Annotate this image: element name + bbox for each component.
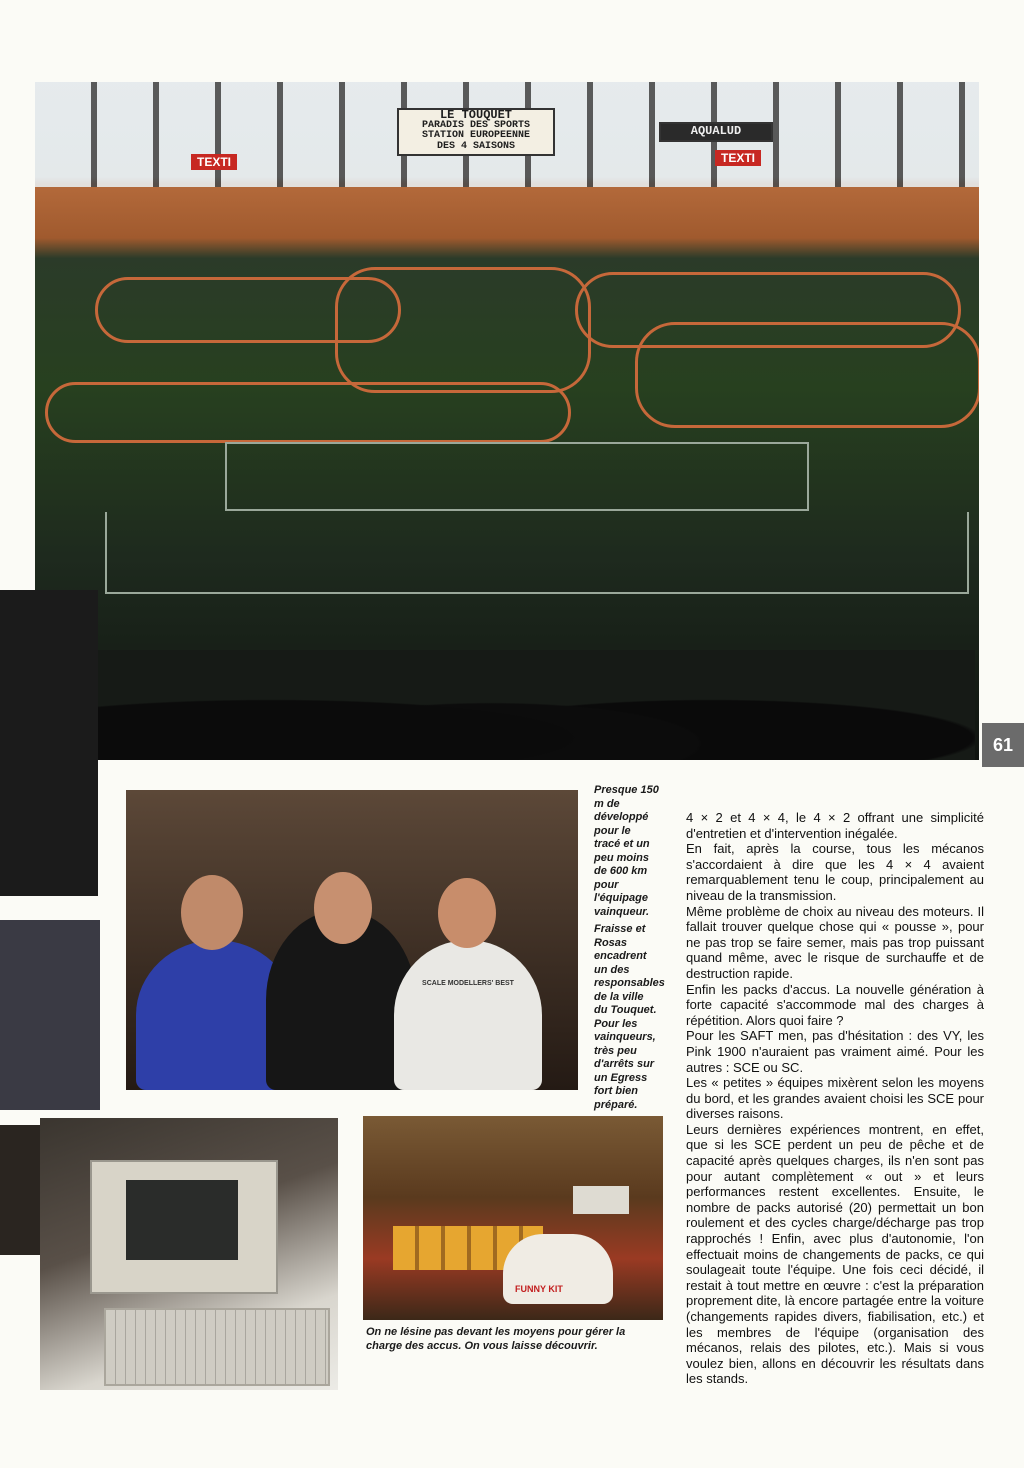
- caption-part-1: Presque 150 m de développé pour le tracé et un peu moins de 600 km pour l'équipage vainqueur.: [594, 784, 659, 918]
- charger-box: [573, 1186, 629, 1214]
- caption-part-2: Fraisse et Rosas encadrent un des responsables de la ville du Touquet. Pour les vainqueurs, très peu d'arrêts sur un Egress fort bien préparé.: [594, 923, 665, 1111]
- spectators-silhouette: [95, 650, 975, 760]
- track-curve: [45, 382, 571, 443]
- article-paragraph: Pour les SAFT men, pas d'hésitation : des VY, les Pink 1900 n'auraient pas vraiment aimé. Pour les autres : SCE ou SC.: [686, 1028, 984, 1075]
- texti-sign-left: TEXTI: [191, 154, 237, 170]
- charger-photo: [363, 1116, 663, 1320]
- computer-photo: [40, 1118, 338, 1390]
- shirt-print: SCALE MODELLERS' BEST: [422, 980, 514, 987]
- track-curve: [635, 322, 979, 428]
- track-curve: [335, 267, 591, 393]
- left-photo-strip: [0, 920, 100, 1110]
- face-center: [314, 872, 372, 944]
- texti-sign-right: TEXTI: [715, 150, 761, 166]
- person-right: [394, 940, 542, 1090]
- article-paragraph: Leurs dernières expériences montrent, en effet, que si les SCE perdent un peu de pêche et de capacité après quelques charges, ils n'en sont pas pour autant complètement « out » et leurs performances restent excellentes. Ensuite, le nombre de packs autorisé (20) permettait un bon roulement et des cycles charge/décharge pas trop rapprochés ! Enfin, avec plus d'autonomie, l'on effectuait moins de changements de packs, ce qui soulageait toute l'équipe. Une fois ceci décidé, il restait à tout mettre en œuvre : c'est la préparation proprement dite, là encore partagée entre la voiture (changements rapides divers, fiabilisation, etc.) et les membres de l'équipe (organisation des mécanos, relais des pilotes, etc.). Mais si vous voulez bien, allons en découvrir les résultats dans les stands.: [686, 1121, 984, 1387]
- article-paragraph: Les « petites » équipes mixèrent selon les moyens du bord, et les grandes avaient choisi les SCE pour diverses raisons.: [686, 1075, 984, 1122]
- article-body: [686, 810, 984, 1387]
- left-photo-strip: [0, 590, 98, 896]
- sign-line-3: DES 4 SAISONS: [436, 140, 515, 152]
- monitor-screen: [126, 1180, 238, 1260]
- aqualud-sign: AQUALUD: [659, 122, 773, 142]
- article-paragraph: 4 × 2 et 4 × 4, le 4 × 2 offrant une simplicité d'entretien et d'intervention inégalée.: [686, 810, 984, 841]
- court-lines: [225, 442, 809, 511]
- left-photo-strip: [0, 1125, 40, 1255]
- face-left: [181, 875, 243, 950]
- keyboard: [104, 1308, 330, 1386]
- hall-photo: [35, 82, 979, 760]
- page-number: 61: [982, 723, 1024, 767]
- sign-line-1: PARADIS DES SPORTS: [421, 119, 531, 131]
- court-lines: [105, 512, 969, 594]
- article-paragraph: Même problème de choix au niveau des moteurs. Il fallait trouver quelque chose qui « pousse », pour ne pas trop se faire semer, mais pas trop puissant quand même, avec le risque de surchauffe et de destruction rapide.: [686, 903, 984, 981]
- team-portrait-photo: [126, 790, 578, 1090]
- le-touquet-sign: [397, 108, 555, 156]
- photo-caption-bottom: On ne lésine pas devant les moyens pour gérer la charge des accus. On vous laisse découvrir.: [366, 1326, 626, 1352]
- article-paragraph: En fait, après la course, tous les mécanos s'accordaient à dire que les 4 × 4 avaient remarquablement tenu le coup, principalement au niveau de la transmission.: [686, 841, 984, 903]
- photo-caption-top: [594, 784, 665, 1112]
- face-right: [438, 878, 496, 948]
- car-body-label: FUNNY KIT: [515, 1284, 563, 1294]
- sign-line-2: STATION EUROPEENNE: [421, 130, 531, 141]
- article-paragraph: Enfin les packs d'accus. La nouvelle génération à forte capacité s'accommode mal des charges à répétition. Alors quoi faire ?: [686, 981, 984, 1028]
- sign-line-title: LE TOUQUET: [439, 108, 512, 122]
